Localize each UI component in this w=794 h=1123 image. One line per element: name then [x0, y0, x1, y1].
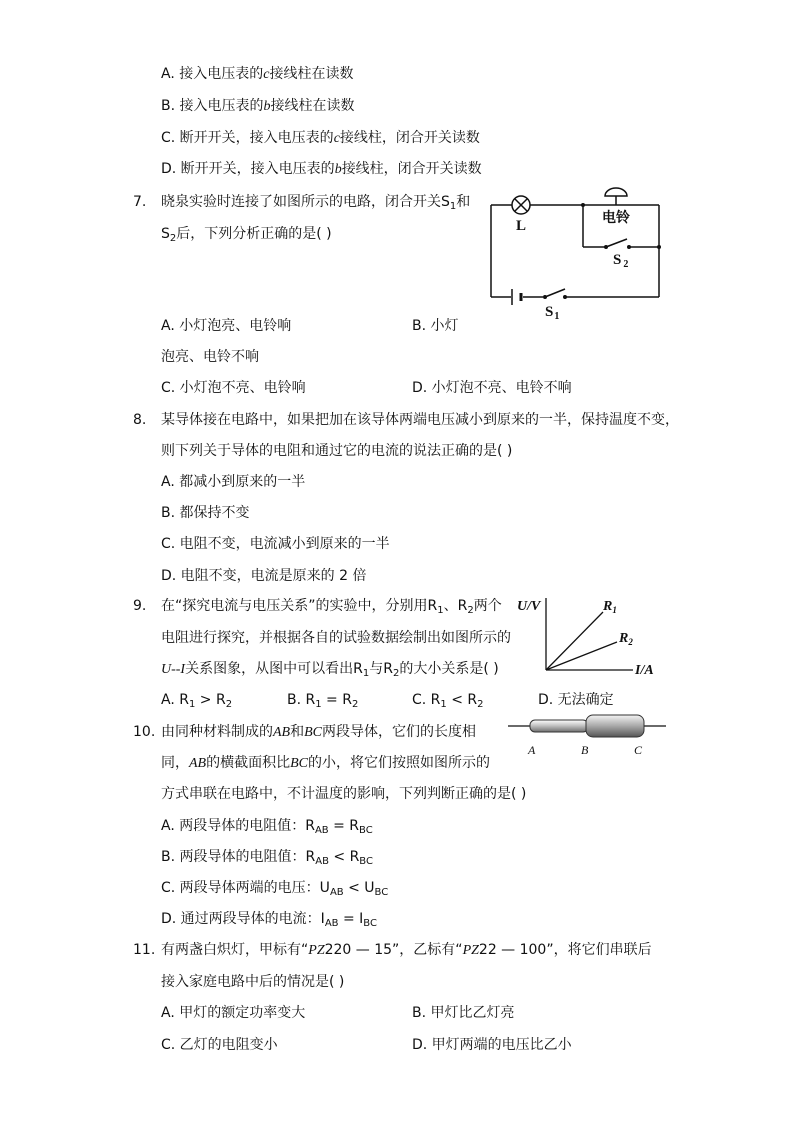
stem-text: 22 — 100	[478, 942, 547, 958]
q7-stem-line2	[161, 224, 332, 249]
stem-text: 关系图象，从图中可以看出R	[185, 661, 363, 677]
stem-text: S	[161, 226, 170, 242]
q9-option-c	[412, 690, 484, 715]
stem-text: 晓泉实验时连接了如图所示的电路，闭合开关S	[161, 194, 450, 210]
q9-option-d: D. 无法确定	[538, 692, 614, 708]
subscript: 2	[477, 699, 484, 710]
q7-circuit-diagram	[485, 185, 665, 325]
option-text: > R	[195, 692, 226, 708]
y-axis-label: U/V	[517, 599, 541, 614]
option-text: A. 两段导体的电阻值：R	[161, 818, 315, 834]
q6-option-d	[161, 159, 482, 180]
subscript: 1	[449, 201, 457, 212]
variable: c	[263, 67, 270, 82]
variable: PZ	[308, 943, 325, 958]
option-text: B. 接入电压表的	[161, 98, 264, 114]
q10-stem-line1	[161, 722, 476, 743]
bell-label: 电铃	[602, 210, 630, 226]
label-a: A	[528, 743, 536, 757]
label-c: C	[634, 743, 643, 757]
q8-option-b: B. 都保持不变	[161, 505, 250, 521]
option-text: D. 断开开关，接入电压表的	[161, 161, 335, 177]
subscript: 2	[351, 699, 359, 710]
stem-text: 后，下列分析正确的是( )	[176, 226, 332, 242]
stem-text: 和	[290, 724, 305, 740]
stem-text: 、R	[443, 598, 468, 614]
subscript: 2	[169, 233, 177, 244]
stem-text: ”，乙标有“	[392, 942, 463, 958]
stem-text: ”，将它们串联后	[546, 942, 652, 958]
subscript: 2	[467, 605, 474, 616]
variable: PZ	[462, 943, 479, 958]
r2-line-label: $R_2$	[619, 631, 633, 647]
q7-option-b: B. 小灯	[412, 318, 459, 334]
q8-option-a: A. 都减小到原来的一半	[161, 474, 306, 490]
q9-option-b	[287, 690, 358, 715]
option-text: < U	[343, 880, 375, 896]
stem-text: 的小，将它们按照如图所示的	[308, 755, 490, 771]
q7-option-b-continued: 泡亮、电铃不响	[161, 349, 259, 365]
stem-text: 有两盏白炽灯，甲标有“	[161, 942, 309, 958]
subscript: AB	[324, 918, 339, 929]
option-text: C. 两段导体两端的电压：U	[161, 880, 330, 896]
q11-stem-line1	[161, 940, 652, 961]
option-text: C. R	[412, 692, 441, 708]
stem-text: 的大小关系是( )	[399, 661, 499, 677]
q9-option-a	[161, 690, 232, 715]
subscript: BC	[359, 825, 373, 836]
x-axis-label: I/A	[635, 663, 654, 678]
subscript: 2	[392, 668, 400, 679]
q9-stem-line1	[161, 596, 502, 621]
subscript: AB	[329, 887, 344, 898]
variable: b	[334, 162, 342, 177]
q11-option-c: C. 乙灯的电阻变小	[161, 1037, 278, 1053]
q7-option-a: A. 小灯泡亮、电铃响	[161, 318, 292, 334]
subscript: 2	[225, 699, 233, 710]
thick-conductor-bc	[586, 715, 644, 737]
switch-s1-icon	[543, 289, 567, 299]
lamp-icon	[512, 196, 530, 214]
battery-icon	[512, 289, 521, 305]
label-b: B	[581, 743, 589, 757]
stem-text: 由同种材料制成的	[161, 724, 273, 740]
option-text: = R	[321, 692, 352, 708]
q10-stem-line3: 方式串联在电路中，不计温度的影响，下列判断正确的是( )	[161, 786, 527, 802]
subscript: AB	[314, 825, 329, 836]
subscript: 1	[188, 699, 196, 710]
q7-option-c: C. 小灯泡不亮、电铃响	[161, 380, 306, 396]
q7-option-d: D. 小灯泡不亮、电铃不响	[412, 380, 572, 396]
option-text: < R	[446, 692, 478, 708]
stem-text: 与R	[369, 661, 393, 677]
q8-stem-line2: 则下列关于导体的电阻和通过它的电流的说法正确的是( )	[161, 443, 513, 459]
q10-option-c	[161, 878, 388, 903]
variable: c	[333, 131, 340, 146]
stem-text: 220 — 15	[324, 942, 393, 958]
q7-stem-line1	[161, 192, 470, 217]
thin-conductor-ab	[530, 720, 588, 732]
subscript: AB	[315, 856, 329, 867]
variable: U--I	[161, 662, 186, 677]
stem-text: 的横截面积比	[206, 755, 291, 771]
q6-option-a	[161, 64, 353, 85]
q10-conductor-diagram	[508, 712, 668, 762]
stem-text: 同，	[161, 755, 189, 771]
q9-number: 9.	[133, 598, 147, 614]
variable: AB	[273, 725, 291, 740]
r1-line-label: $R_1$	[603, 599, 617, 615]
s1-label: $S_1$	[545, 304, 560, 322]
q10-option-b	[161, 847, 373, 872]
q10-option-a	[161, 816, 373, 841]
q9-ui-graph	[515, 594, 665, 680]
variable: b	[263, 99, 271, 114]
q10-option-d	[161, 909, 377, 934]
stem-text: 和	[456, 194, 471, 210]
q8-option-d: D. 电阻不变，电流是原来的 2 倍	[161, 568, 367, 584]
option-text: A. 接入电压表的	[161, 66, 264, 82]
option-text: < R	[328, 849, 360, 865]
q11-stem-line2: 接入家庭电路中后的情况是( )	[161, 974, 345, 990]
q8-stem-line1: 某导体接在电路中，如果把加在该导体两端电压减小到原来的一半，保持温度不变，	[161, 412, 679, 428]
option-text: 接线柱在读数	[269, 66, 354, 82]
q8-option-c: C. 电阻不变，电流减小到原来的一半	[161, 536, 390, 552]
option-text: D. 通过两段导体的电流：I	[161, 911, 325, 927]
variable: AB	[189, 756, 207, 771]
q6-option-b	[161, 96, 355, 117]
variable: BC	[304, 725, 322, 740]
subscript: 1	[362, 668, 370, 679]
q10-number: 10.	[133, 724, 156, 740]
option-text: C. 断开开关，接入电压表的	[161, 130, 334, 146]
q9-stem-line3	[161, 659, 499, 684]
subscript: BC	[359, 856, 373, 867]
option-text: 接线柱，闭合开关读数	[341, 161, 482, 177]
option-text: = R	[328, 818, 360, 834]
option-text: A. R	[161, 692, 189, 708]
subscript: BC	[374, 887, 389, 898]
subscript: 1	[437, 605, 444, 616]
q11-option-b: B. 甲灯比乙灯亮	[412, 1005, 515, 1021]
q11-option-d: D. 甲灯两端的电压比乙小	[412, 1037, 572, 1053]
option-text: B. 两段导体的电阻值：R	[161, 849, 316, 865]
subscript: 1	[315, 699, 322, 710]
option-text: B. R	[287, 692, 316, 708]
option-text: 接线柱，闭合开关读数	[339, 130, 480, 146]
subscript: 1	[440, 699, 447, 710]
lamp-label: L	[516, 218, 527, 234]
variable: BC	[290, 756, 308, 771]
s2-label: S $_2$	[613, 252, 629, 270]
q10-stem-line2	[161, 753, 490, 774]
stem-text: 在“探究电流与电压关系”的实验中，分别用R	[161, 598, 438, 614]
q7-number: 7.	[133, 194, 147, 210]
option-text: = I	[338, 911, 364, 927]
bell-icon	[605, 188, 627, 205]
stem-text: 两个	[473, 598, 502, 614]
q8-number: 8.	[133, 412, 147, 428]
q9-stem-line2: 电阻进行探究，并根据各自的试验数据绘制出如图所示的	[161, 630, 511, 646]
q11-number: 11.	[133, 942, 156, 958]
q11-option-a: A. 甲灯的额定功率变大	[161, 1005, 306, 1021]
q6-option-c	[161, 128, 480, 149]
option-text: 接线柱在读数	[270, 98, 355, 114]
stem-text: 两段导体，它们的长度相	[322, 724, 476, 740]
subscript: BC	[363, 918, 377, 929]
